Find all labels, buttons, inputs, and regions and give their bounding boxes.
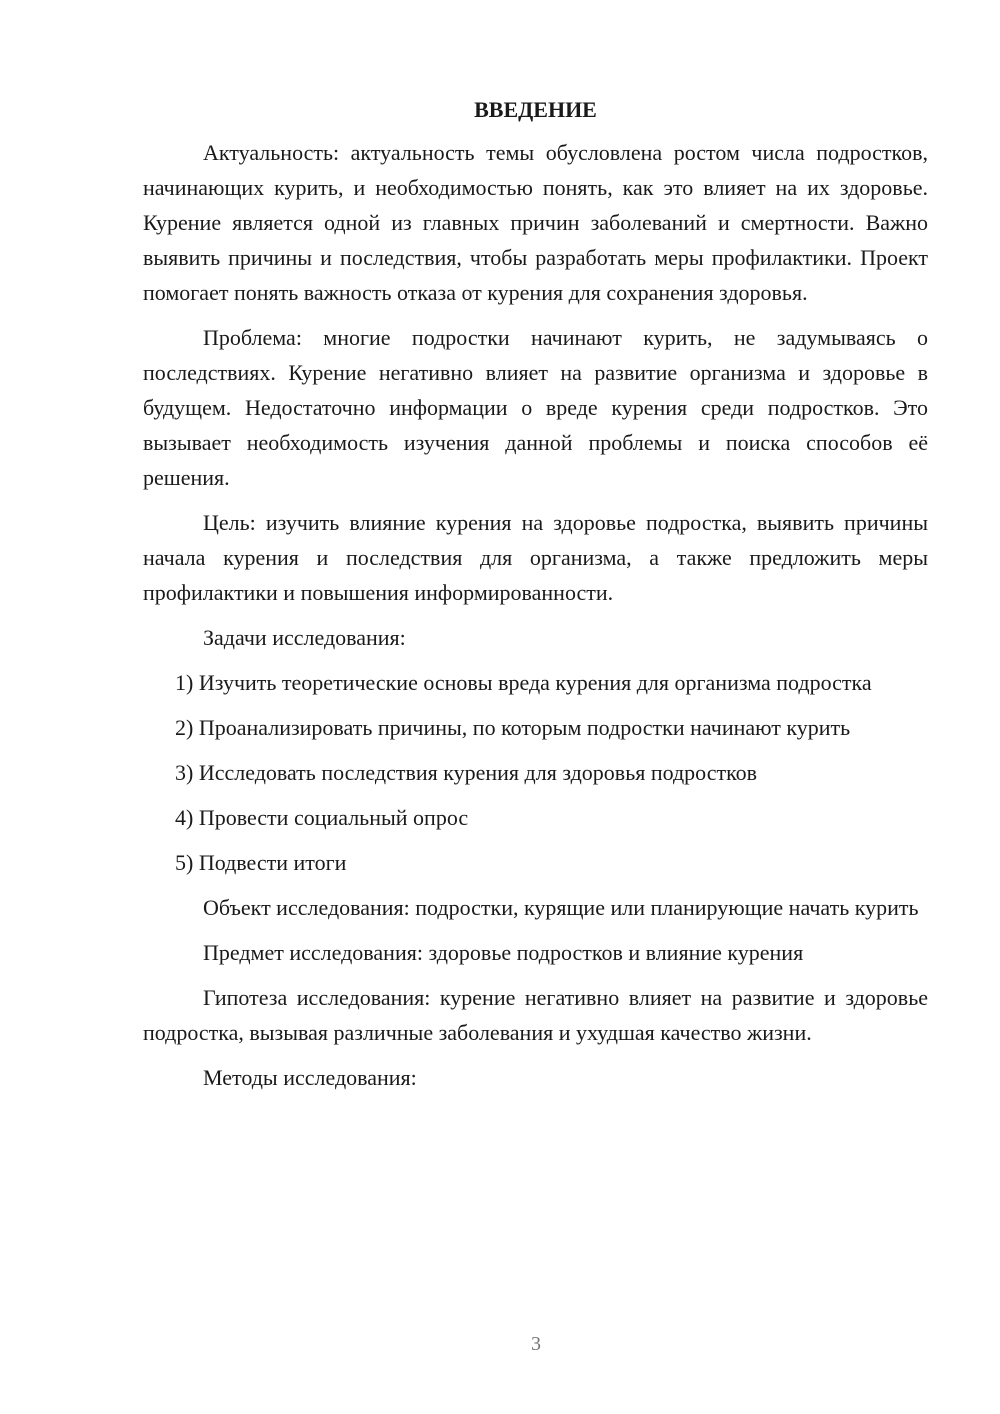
task-item-4: 4) Провести социальный опрос (175, 805, 469, 830)
paragraph-goal: Цель: изучить влияние курения на здоровье подростка, выявить причины начала курения и последствия для организма, а также предложить меры профилактики и повышения информированности. (143, 510, 928, 605)
page-number: 3 (531, 1333, 541, 1355)
paragraph-subject: Предмет исследования: здоровье подростков и влияние курения (203, 940, 804, 965)
task-item-1: 1) Изучить теоретические основы вреда курения для организма подростка (175, 670, 872, 695)
task-item-5: 5) Подвести итоги (175, 850, 347, 875)
page-content (143, 95, 928, 1105)
paragraph-problem: Проблема: многие подростки начинают курить, не задумываясь о последствиях. Курение негативно влияет на развитие организма и здоровье в будущем. Недостаточно информации о вреде курения среди подростков. Это вызывает необходимость изучения данной проблемы и поиска способов её решения. (143, 325, 928, 490)
methods-heading: Методы исследования: (203, 1065, 417, 1090)
paragraph-relevance: Актуальность: актуальность темы обусловлена ростом числа подростков, начинающих курить, и необходимостью понять, как это влияет на их здоровье. Курение является одной из главных причин заболеваний и смертности. Важно выявить причины и последствия, чтобы разработать меры профилактики. Проект помогает понять важность отказа от курения для сохранения здоровья. (143, 140, 928, 305)
task-item-2: 2) Проанализировать причины, по которым подростки начинают курить (175, 715, 851, 740)
paragraph-object: Объект исследования: подростки, курящие или планирующие начать курить (203, 895, 919, 920)
task-item-3: 3) Исследовать последствия курения для здоровья подростков (175, 760, 758, 785)
section-title: ВВЕДЕНИЕ (474, 97, 597, 122)
paragraph-hypothesis: Гипотеза исследования: курение негативно влияет на развитие и здоровье подростка, вызывая различные заболевания и ухудшая качество жизни. (143, 985, 928, 1045)
tasks-heading: Задачи исследования: (203, 625, 406, 650)
